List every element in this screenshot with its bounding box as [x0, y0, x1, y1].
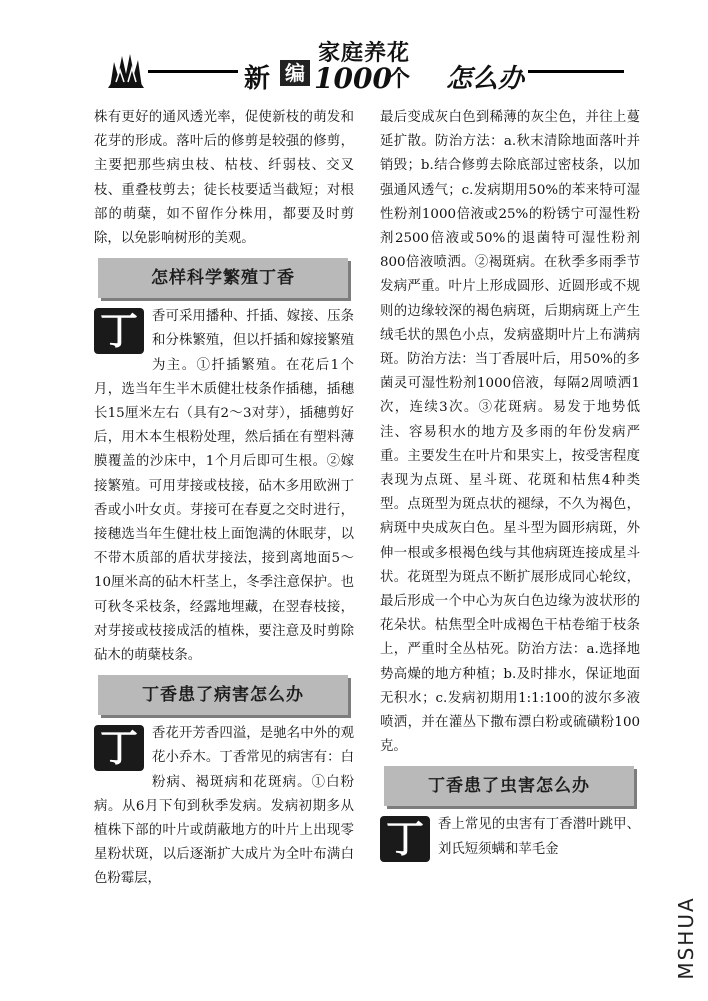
- section-disease-body: [94, 722, 354, 891]
- section-pests-body: [380, 813, 640, 861]
- header-title-how: 怎么办: [446, 64, 525, 94]
- header-title-number: 1000: [314, 62, 392, 95]
- drop-cap: 丁: [94, 308, 144, 354]
- section-heading-disease: 丁香患了病害怎么办: [98, 675, 348, 715]
- flower-logo-icon: [106, 52, 146, 90]
- section-propagation-body: [94, 305, 354, 668]
- header-title-xin: 新: [244, 64, 271, 94]
- drop-cap: 丁: [94, 725, 144, 771]
- watermark-text: MSHUA: [674, 896, 698, 980]
- watermark: [674, 888, 698, 988]
- section-heading-propagation: 怎样科学繁殖丁香: [98, 258, 348, 298]
- right-column: [380, 106, 640, 862]
- left-paragraph-pruning: 株有更好的通风透光率，促使新枝的萌发和花芽的形成。落叶后的修剪是较强的修剪，主要把那些病虫枝、枯枝、纤弱枝、交叉枝、重叠枝剪去；徒长枝要适当截短；对根部的萌蘖，如不留作分株用，都要及时剪除，以免影响树形的美观。: [94, 110, 354, 247]
- section-heading-pests: 丁香患了虫害怎么办: [384, 766, 634, 806]
- page-header: [0, 0, 708, 100]
- section-pests-text: 香上常见的虫害有丁香潜叶跳甲、刘氏短须螨和苹毛金: [438, 817, 640, 857]
- header-title-ge: 个: [388, 66, 411, 92]
- right-paragraph-disease-control: 最后变成灰白色到稀薄的灰尘色，并往上蔓延扩散。防治方法：a.秋末清除地面落叶并销毁；b.结合修剪去除底部过密枝条，以加强通风透气；c.发病期用50%的苯来特可湿性粉剂1000倍液或25%的粉锈宁可湿性粉剂2500倍液或50%的退菌特可湿性粉剂800倍液喷洒。②褐斑病。在秋季多雨季节发病严重。叶片上形成圆形、近圆形或不规则的边缘较深的褐色病斑，后期病斑上产生绒毛状的黑色小点，发病盛期叶片上布满病斑。防治方法：当丁香展叶后，用50%的多菌灵可湿性粉剂1000倍液，每隔2周喷洒1次，连续3次。③花斑病。易发于地势低洼、容易积水的地方及多雨的年份发病严重。主要发生在叶片和果实上，按受害程度表现为点斑、星斗斑、花斑和枯焦4种类型。点斑型为斑点状的褪绿，不久为褐色，病斑中央成灰白色。星斗型为圆形病斑，外伸一根或多根褐色线与其他病斑连接成星斗状。花斑型为斑点不断扩展形成同心轮纹，最后形成一个中心为灰白色边缘为波状形的花朵状。枯焦型全叶成褐色干枯卷缩于枝条上，严重时全丛枯死。防治方法：a.选择地势高燥的地方种植；b.及时排水，保证地面无积水；c.发病初期用1:1:100的波尔多液喷洒，并在灌丛下撒布漂白粉或硫磺粉100克。: [380, 110, 640, 755]
- drop-cap: 丁: [380, 816, 430, 862]
- header-title-bian: 编: [280, 60, 310, 86]
- header-rule-left: [148, 70, 238, 73]
- header-rule-right: [528, 70, 624, 73]
- header-subtitle: 家庭养花: [318, 40, 411, 66]
- section-disease-text: 香花开芳香四溢，是驰名中外的观花小乔木。丁香常见的病害有：白粉病、褐斑病和花斑病。①白粉病。从6月下旬到秋季发病。发病初期多从植株下部的叶片或荫蔽地方的叶片上出现零星粉状斑，以后逐渐扩大成片为全叶布满白色粉霉层，: [94, 726, 354, 887]
- section-propagation-text: 香可采用播种、扦插、嫁接、压条和分株繁殖，但以扦插和嫁接繁殖为主。①扦插繁殖。在花后1个月，选当年生半木质健壮枝条作插穗，插穗长15厘米左右（具有2～3对芽），插穗剪好后，用木本生根粉处理，然后插在有塑料薄膜覆盖的沙床中，1个月后即可生根。②嫁接繁殖。可用芽接或枝接，砧木多用欧洲丁香或小叶女贞。芽接可在春夏之交时进行，接穗选当年生健壮枝上面饱满的休眠芽，以不带木质部的盾状芽接法，接到离地面5～10厘米高的砧木杆茎上，冬季注意保护。也可秋冬采枝条，经露地埋藏，在翌春枝接，对芽接或枝接成活的植株，要注意及时剪除砧木的萌蘖枝条。: [94, 309, 354, 664]
- left-column: [94, 106, 354, 892]
